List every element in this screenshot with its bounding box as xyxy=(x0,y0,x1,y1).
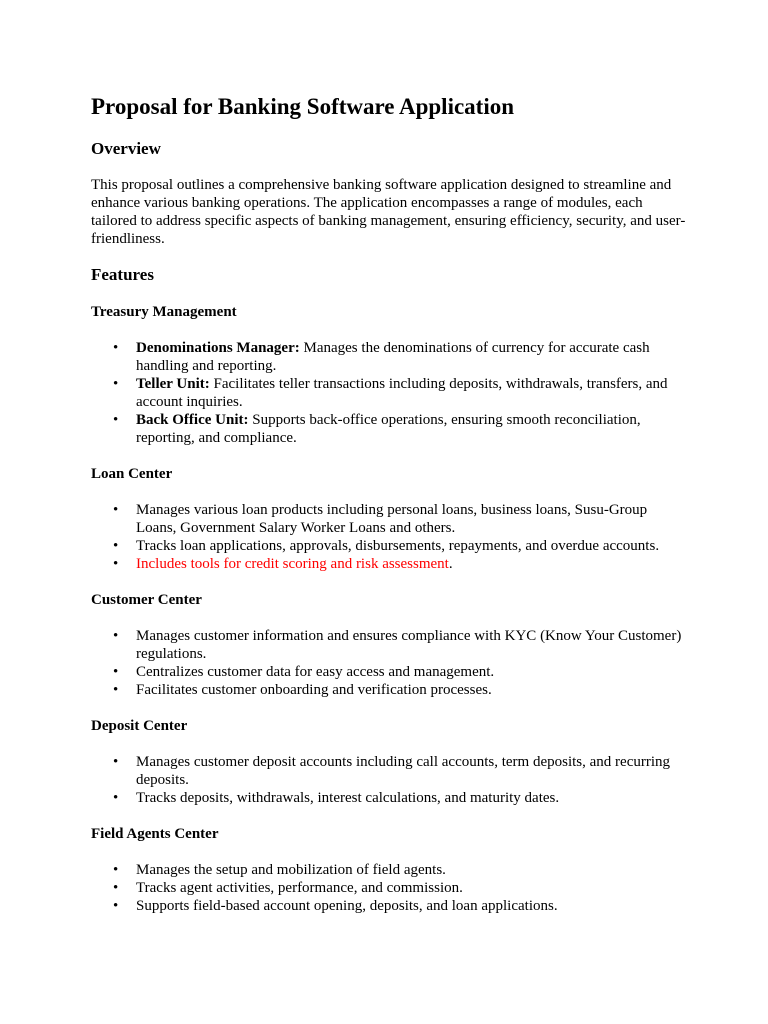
list-item: • Manages customer deposit accounts including call accounts, term deposits, and recurring deposits. xyxy=(91,753,691,789)
features-heading: Features xyxy=(91,265,154,284)
list-item xyxy=(91,339,691,375)
field-agents-heading: Field Agents Center xyxy=(91,826,219,842)
list-item xyxy=(91,375,691,411)
list-item: • Facilitates customer onboarding and verification processes. xyxy=(91,681,691,699)
document-title: Proposal for Banking Software Application xyxy=(91,94,515,119)
overview-heading: Overview xyxy=(91,139,161,158)
list-item xyxy=(91,555,691,573)
deposit-heading: Deposit Center xyxy=(91,718,188,734)
list-item: • Manages customer information and ensures compliance with KYC (Know Your Customer) regulations. xyxy=(91,627,691,663)
list-item: • Manages the setup and mobilization of field agents. xyxy=(91,861,691,879)
item-term: Denominations Manager: xyxy=(136,340,300,356)
list-item: • Tracks loan applications, approvals, disbursements, repayments, and overdue accounts. xyxy=(91,537,691,555)
loan-list xyxy=(91,501,691,573)
field-agents-list xyxy=(91,861,691,915)
item-text: Supports back-office operations, ensuring smooth reconciliation, reporting, and compliance. xyxy=(136,412,641,446)
item-term: Back Office Unit: xyxy=(136,412,249,428)
loan-heading: Loan Center xyxy=(91,466,173,482)
treasury-heading: Treasury Management xyxy=(91,304,237,320)
list-item: • Tracks agent activities, performance, and commission. xyxy=(91,879,691,897)
item-term: Teller Unit: xyxy=(136,376,210,392)
item-text: Facilitates teller transactions including deposits, withdrawals, transfers, and account inquiries. xyxy=(136,376,668,410)
item-text: Manages the denominations of currency for accurate cash handling and reporting. xyxy=(136,340,650,374)
overview-paragraph: This proposal outlines a comprehensive banking software application designed to streamline and enhance various banking operations. The application encompasses a range of modules, each tailored to address specific aspects of banking management, ensuring efficiency, security, and user-friendliness. xyxy=(91,177,686,247)
list-item: • Supports field-based account opening, deposits, and loan applications. xyxy=(91,897,691,915)
item-text-end: . xyxy=(448,556,453,572)
customer-heading: Customer Center xyxy=(91,592,202,608)
treasury-list xyxy=(91,339,691,447)
deposit-list xyxy=(91,753,691,807)
list-item: • Tracks deposits, withdrawals, interest calculations, and maturity dates. xyxy=(91,789,691,807)
highlighted-text: Includes tools for credit scoring and risk assessment xyxy=(136,556,449,572)
customer-list xyxy=(91,627,691,699)
list-item: • Manages various loan products including personal loans, business loans, Susu-Group Loans, Government Salary Worker Loans and others. xyxy=(91,501,691,537)
list-item xyxy=(91,411,691,447)
list-item: • Centralizes customer data for easy access and management. xyxy=(91,663,691,681)
document-page xyxy=(91,92,691,915)
